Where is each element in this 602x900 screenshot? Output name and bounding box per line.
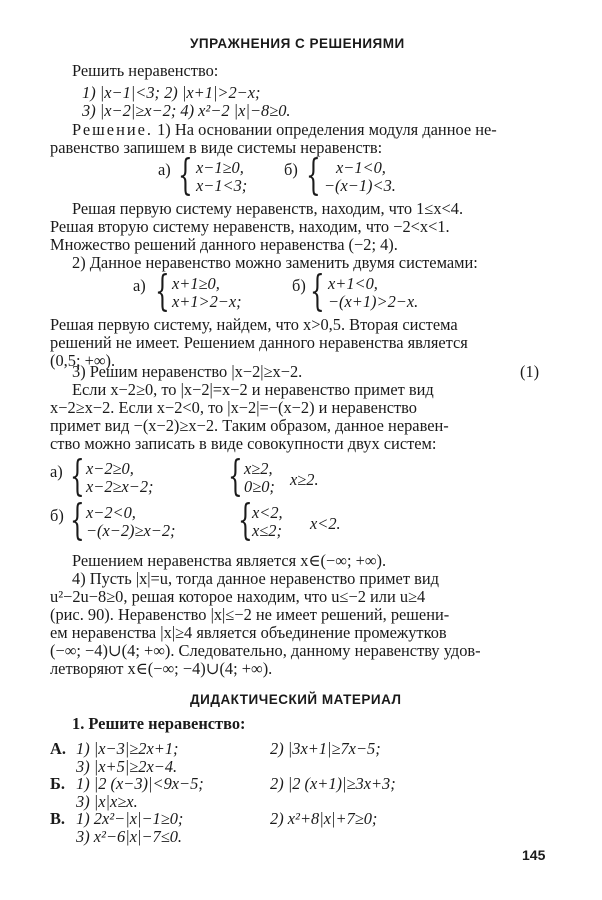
section-title: УПРАЖНЕНИЯ С РЕШЕНИЯМИ bbox=[190, 36, 405, 51]
sys1-b-line1: x−1<0, bbox=[336, 158, 386, 177]
brace-icon: { bbox=[70, 451, 85, 500]
para-6: решений не имеет. Решением данного неравенства является bbox=[50, 333, 468, 352]
sys2-b-line2: −(x+1)>2−x. bbox=[328, 292, 419, 311]
para-18: (−∞; −4)∪(4; +∞). Следовательно, данному неравенству удов- bbox=[50, 641, 481, 660]
sys1-a-label: а) bbox=[158, 160, 171, 179]
sys1-b-line2: −(x−1)<3. bbox=[324, 176, 396, 195]
solution-line-2: равенство запишем в виде системы неравенств: bbox=[50, 138, 383, 157]
para-4: 2) Данное неравенство можно заменить двумя системами: bbox=[72, 253, 478, 272]
sys3-b-line1: x−2<0, bbox=[86, 503, 136, 522]
equation-number: (1) bbox=[520, 362, 540, 381]
para-17: ем неравенства |x|≥4 является объединение промежутков bbox=[50, 623, 447, 642]
brace-icon: { bbox=[228, 451, 243, 500]
para-16: (рис. 90). Неравенство |x|≤−2 не имеет решений, решени- bbox=[50, 605, 450, 624]
para-13: Решением неравенства является x∈(−∞; +∞). bbox=[72, 551, 387, 570]
sys3-b-line2: −(x−2)≥x−2; bbox=[86, 521, 176, 540]
sys2-b-line1: x+1<0, bbox=[328, 274, 378, 293]
group-v-3: 3) x²−6|x|−7≤0. bbox=[76, 827, 183, 846]
sys3-b-line3: x<2, bbox=[252, 503, 283, 522]
group-v-2: 2) x²+8|x|+7≥0; bbox=[270, 809, 378, 828]
sys2-a-line2: x+1>2−x; bbox=[172, 292, 242, 311]
solution-line-1 bbox=[72, 120, 497, 140]
sys2-a-line1: x+1≥0, bbox=[172, 274, 220, 293]
para-15: u²−2u−8≥0, решая которое находим, что u≤−2 или u≥4 bbox=[50, 587, 426, 606]
brace-icon: { bbox=[70, 495, 85, 544]
para-12: ство можно записать в виде совокупности двух систем: bbox=[50, 434, 437, 453]
para-3: Множество решений данного неравенства (−2; 4). bbox=[50, 235, 398, 254]
group-v-1: 1) 2x²−|x|−1≥0; bbox=[76, 809, 184, 828]
para-5: Решая первую систему, найдем, что x>0,5. Вторая система bbox=[50, 315, 458, 334]
brace-icon: { bbox=[306, 150, 321, 199]
page-number: 145 bbox=[522, 847, 546, 863]
sys2-b-label: б) bbox=[292, 276, 306, 295]
group-a-2: 2) |3x+1|≥7x−5; bbox=[270, 739, 381, 758]
sys1-b-label: б) bbox=[284, 160, 298, 179]
solution-word: Решение. bbox=[72, 120, 153, 139]
group-v-label: В. bbox=[50, 809, 66, 828]
para-1: Решая первую систему неравенств, находим, что 1≤x<4. bbox=[72, 199, 464, 218]
sys3-b-label: б) bbox=[50, 506, 64, 525]
sys3-a-line3: x≥2, bbox=[244, 459, 273, 478]
sys3-b-line4: x≤2; bbox=[252, 521, 282, 540]
para-14: 4) Пусть |x|=u, тогда данное неравенство примет вид bbox=[72, 569, 439, 588]
sys3-a-label: а) bbox=[50, 462, 63, 481]
task-text: Решить неравенство: bbox=[72, 61, 219, 80]
sys3-a-line1: x−2≥0, bbox=[86, 459, 134, 478]
sys1-a-line1: x−1≥0, bbox=[196, 158, 244, 177]
group-b-label: Б. bbox=[50, 774, 65, 793]
brace-icon: { bbox=[178, 150, 193, 199]
sys3-b-result: x<2. bbox=[310, 514, 341, 533]
para-11: примет вид −(x−2)≥x−2. Таким образом, данное неравен- bbox=[50, 416, 449, 435]
exercise-1 bbox=[72, 714, 246, 734]
para-19: летворяют x∈(−∞; −4)∪(4; +∞). bbox=[50, 659, 273, 678]
sys3-a-result: x≥2. bbox=[290, 470, 319, 489]
sys2-a-label: а) bbox=[133, 276, 146, 295]
group-a-1: 1) |x−3|≥2x+1; bbox=[76, 739, 179, 758]
para-10: x−2≥x−2. Если x−2<0, то |x−2|=−(x−2) и неравенство bbox=[50, 398, 417, 417]
para-2: Решая вторую систему неравенств, находим, что −2<x<1. bbox=[50, 217, 450, 236]
group-a-label: А. bbox=[50, 739, 66, 758]
items-line-1: 1) |x−1|<3; 2) |x+1|>2−x; bbox=[82, 83, 261, 102]
group-b-3: 3) |x|x≥x. bbox=[76, 792, 138, 811]
brace-icon: { bbox=[238, 495, 253, 544]
para-8: 3) Решим неравенство |x−2|≥x−2. bbox=[72, 362, 303, 381]
brace-icon: { bbox=[310, 266, 325, 315]
group-b-2: 2) |2 (x+1)|≥3x+3; bbox=[270, 774, 396, 793]
para-9: Если x−2≥0, то |x−2|=x−2 и неравенство примет вид bbox=[72, 380, 434, 399]
exercise-1-text: 1. Решите неравенство: bbox=[72, 714, 246, 733]
sys3-a-line2: x−2≥x−2; bbox=[86, 477, 154, 496]
brace-icon: { bbox=[155, 266, 170, 315]
section-2-title: ДИДАКТИЧЕСКИЙ МАТЕРИАЛ bbox=[190, 692, 402, 707]
items-line-2: 3) |x−2|≥x−2; 4) x²−2 |x|−8≥0. bbox=[82, 101, 291, 120]
para-7: (0,5; +∞). bbox=[50, 351, 116, 370]
group-b-1: 1) |2 (x−3)|<9x−5; bbox=[76, 774, 204, 793]
solution-1-text: 1) На основании определения модуля данное не- bbox=[157, 120, 497, 139]
sys3-a-line4: 0≥0; bbox=[244, 477, 275, 496]
sys1-a-line2: x−1<3; bbox=[196, 176, 248, 195]
group-a-3: 3) |x+5|≥2x−4. bbox=[76, 757, 178, 776]
